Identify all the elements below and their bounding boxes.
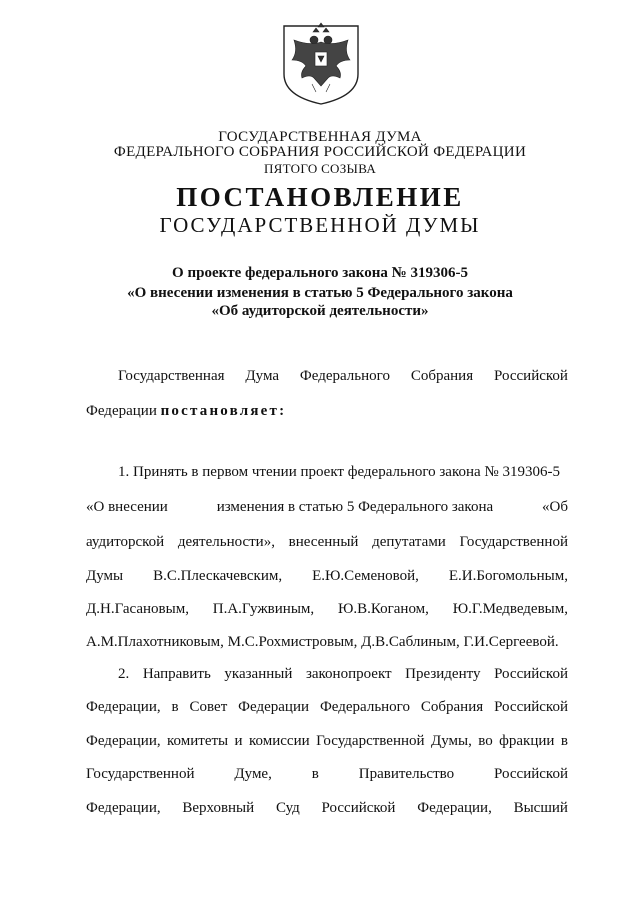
para2-word: 2. — [118, 666, 130, 682]
para2-word: Направить — [142, 666, 211, 682]
para2-word: в — [171, 699, 179, 715]
para2-word: Государственной — [86, 766, 195, 782]
header-duma: ГОСУДАРСТВЕННАЯ ДУМА — [218, 129, 422, 145]
para2-word: Государственной — [316, 733, 425, 749]
para1-word: «Об — [542, 499, 568, 515]
para2-word: Российской — [494, 766, 568, 782]
para2-word: Федерального — [319, 699, 410, 715]
para2-word: Думы, — [430, 733, 472, 749]
subject-line-3: «Об аудиторской деятельности» — [211, 303, 429, 319]
para1-word: Ю.Г.Медведевым, — [452, 601, 568, 617]
preamble-line-2 — [86, 401, 568, 421]
para1-word: «О внесении — [86, 499, 168, 515]
para1-word: Д.Н.Гасановым, — [86, 601, 189, 617]
preamble-word: Дума — [245, 368, 280, 384]
para2-word: Думе, — [234, 766, 272, 782]
document-subtitle: ГОСУДАРСТВЕННОЙ ДУМЫ — [159, 213, 481, 237]
coat-of-arms-emblem — [280, 22, 362, 106]
para1-word: Думы — [86, 568, 124, 584]
para1-line-6: А.М.Плахотниковым, М.С.Рохмистровым, Д.В.Саблиным, Г.И.Сергеевой. — [86, 634, 559, 650]
para2-word: Российской — [321, 800, 396, 816]
para2-word: и — [234, 733, 243, 749]
para2-word: Суд — [275, 800, 300, 816]
para2-word: законопроект — [305, 666, 392, 682]
para1-line-5 — [86, 599, 568, 619]
preamble-word: Государственная — [118, 368, 225, 384]
para2-word: Собрания — [420, 699, 484, 715]
para2-word: комитеты — [167, 733, 229, 749]
para2-word: Федерации — [238, 699, 310, 715]
para2-word: в — [311, 766, 319, 782]
para1-word: В.С.Плескачевским, — [153, 568, 283, 584]
para1-word: аудиторской — [86, 534, 165, 550]
para2-line-1 — [118, 664, 568, 684]
para2-word: Федерации, — [86, 800, 161, 816]
para1-word: П.А.Гужвиным, — [212, 601, 315, 617]
document-title: ПОСТАНОВЛЕНИЕ — [176, 182, 464, 212]
preamble-word: Российской — [494, 368, 568, 384]
para2-line-4 — [86, 764, 568, 784]
para2-word: в — [560, 733, 568, 749]
para2-word: Российской — [494, 666, 568, 682]
para2-line-2 — [86, 697, 568, 717]
preamble-line-1 — [118, 366, 568, 386]
para2-word: указанный — [224, 666, 293, 682]
para1-line-1: 1. Принять в первом чтении проект федерального закона № 319306-5 — [118, 464, 560, 480]
para2-word: Федерации, — [86, 733, 161, 749]
para1-word: Государственной — [459, 534, 568, 550]
para2-word: Верховный — [182, 800, 255, 816]
para1-word: внесенный — [288, 534, 359, 550]
para2-word: Совет — [189, 699, 228, 715]
para2-line-5 — [86, 798, 568, 818]
para1-word: депутатами — [372, 534, 446, 550]
para1-word: Е.И.Богомольным, — [448, 568, 568, 584]
para2-word: Правительство — [358, 766, 455, 782]
subject-line-2: «О внесении изменения в статью 5 Федерального закона — [127, 285, 513, 301]
para1-word: изменения в статью 5 Федерального закона — [216, 499, 494, 515]
para1-line-4 — [86, 566, 568, 586]
para2-word: Российской — [494, 699, 568, 715]
decides-word: постановляет: — [160, 403, 287, 419]
para2-word: фракции — [499, 733, 555, 749]
para1-word: Ю.В.Коганом, — [337, 601, 429, 617]
subject-line-1: О проекте федерального закона № 319306-5 — [172, 265, 468, 281]
header-convocation: ПЯТОГО СОЗЫВА — [263, 161, 377, 176]
para1-line-2 — [86, 497, 568, 517]
para2-line-3 — [86, 731, 568, 751]
para1-line-3 — [86, 532, 568, 552]
preamble-word: Федерального — [299, 368, 390, 384]
para2-word: Президенту — [405, 666, 481, 682]
para1-word: деятельности», — [177, 534, 275, 550]
preamble-word: Федерации — [86, 403, 157, 419]
para2-word: комиссии — [249, 733, 310, 749]
header-federal-assembly: ФЕДЕРАЛЬНОГО СОБРАНИЯ РОССИЙСКОЙ ФЕДЕРАЦИИ — [113, 144, 527, 160]
para1-word: Е.Ю.Семеновой, — [312, 568, 419, 584]
para2-word: Федерации, — [86, 699, 161, 715]
para2-word: Высший — [513, 800, 568, 816]
para2-word: во — [478, 733, 493, 749]
preamble-word: Собрания — [410, 368, 474, 384]
para2-word: Федерации, — [417, 800, 492, 816]
